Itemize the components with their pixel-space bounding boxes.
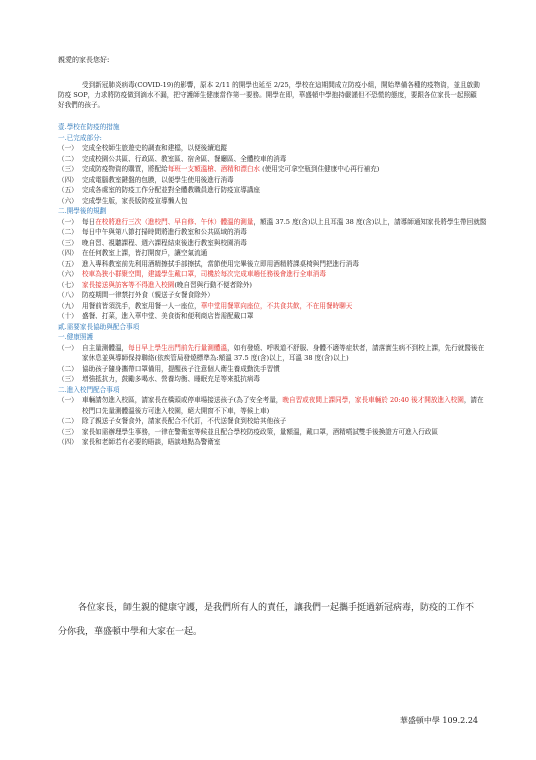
highlight-text: 晚自習或夜間上課同學，家長車輛於 20:40 後才開放進入校園	[282, 396, 464, 404]
highlight-text: 校車為狹小群聚空間，建議學生戴口罩，司機於每次完成車趟任務後會進行全車消毒	[82, 270, 326, 278]
list-item	[58, 311, 488, 322]
highlight-text: 在校將進行三次（進校門、早自修、午休）體溫的測量	[95, 217, 254, 226]
item-text-part: 增強抵抗力，鼓勵多喝水、營養均衡、睡眠充足等來抵抗病毒	[82, 375, 261, 383]
item-text	[82, 395, 488, 416]
list-item	[58, 269, 488, 280]
item-text-part: 防疫期間一律禁打外食（親送子女餐食除外）	[82, 291, 214, 299]
item-text	[82, 164, 488, 175]
item-text-part: 每日	[82, 217, 96, 226]
list-item	[58, 343, 488, 364]
item-text-part: 協助孩子隨身攜帶口罩備用，提醒孩子注意個人衛生養成勤洗手習慣	[82, 364, 280, 373]
item-number: （六）	[58, 196, 78, 205]
item-text-part: 車輛請勿進入校區，請家長在橋頭或停車場接送孩子(為了安全考量，	[82, 396, 283, 404]
item-number: （三）	[58, 238, 78, 247]
item-text	[82, 196, 488, 207]
list-item	[58, 259, 488, 270]
item-text-part: ，額溫 37.5 度(含)以上且耳溫 38 度(含)以上，請導師通知家長將學生帶回就醫	[253, 217, 487, 226]
item-text	[82, 227, 488, 238]
highlight-text: 每日早上學生出門前先行量測體溫	[128, 343, 228, 352]
item-number: （四）	[58, 249, 78, 257]
item-number: （一）	[58, 343, 78, 352]
highlight-text: 華中堂用餐單向座位，不共食共飲，不在用餐時聊天	[200, 301, 353, 310]
item-text	[82, 343, 488, 364]
item-text-part: 完成校園公共區、行政區、教室區、宿舍區、餐廳區、全體校車的消毒	[82, 154, 287, 163]
list-item	[58, 395, 488, 416]
section2-title: 貳.需要家長協助與配合事項	[58, 322, 140, 331]
item-text-part: ，如有發燒、呼吸道不舒服、身體不適等症狀者，請落實生病不到校上課，先行就醫後在家休息並與導師保持聯絡(依疾管局發燒標準為:額溫 37.5 度(含)以上，耳溫 38 度(含)以上)	[82, 343, 485, 362]
section2-sub2-title: 二.進入校門配合事項	[58, 385, 120, 394]
list-item	[58, 437, 488, 448]
list-item	[58, 196, 488, 207]
item-text-part: 家長如需辦理學生事務，一律在警衛室等候並且配合學校防疫政策，量額溫，戴口罩，酒精噴試雙手後換證方可進入行政區	[82, 427, 439, 436]
item-text	[82, 416, 488, 427]
item-number: （八）	[58, 291, 78, 299]
item-text-part: (使用完可拿空瓶到住健康中心再行補充)	[260, 165, 380, 173]
plan-items-list	[58, 217, 488, 322]
item-number: （十）	[58, 312, 78, 320]
item-text-part: 在任何教室上課，皆打開窗戶，讓空氣流通	[82, 249, 208, 257]
item-text	[82, 311, 488, 322]
item-text-part: 每日中午與第八節打掃時間將進行教室和公共區域的消毒	[82, 228, 247, 236]
list-item	[58, 301, 488, 312]
item-text	[82, 374, 488, 385]
section1-sub2-title: 二.開學後的規劃	[58, 207, 107, 215]
item-text-part: 完成電腦教室鍵盤的包膜，以便學生使用後進行消毒	[82, 175, 234, 184]
item-number: （三）	[58, 375, 78, 383]
list-item	[58, 416, 488, 427]
closing-paragraph: 各位家長，師生親的健康守護，是我們所有人的責任，讓我們一起攜手挺過新冠病毒，防疫的工作不分你我，華盛頓中學和大家在一起。	[58, 603, 475, 637]
list-item	[58, 290, 488, 301]
item-number: （五）	[58, 186, 78, 194]
section1-title: 壹.學校在防疫的措施	[58, 123, 120, 131]
item-number: （七）	[58, 280, 78, 289]
item-text-part: 完成全校師生旅遊史的調查和建檔，以便後續追蹤	[82, 144, 228, 152]
section1-sub1-title: 一.已完成部分:	[58, 133, 102, 142]
item-text	[82, 427, 488, 438]
item-number: （二）	[58, 154, 78, 163]
health-items-list	[58, 343, 488, 385]
item-text	[82, 280, 488, 291]
item-text-part: (晚自習與行動不便者除外)	[174, 280, 252, 289]
item-text-part: 盛餐、打菜，進入華中堂、美食街和便利商店皆需配戴口罩	[82, 312, 254, 320]
item-text-part: 晚自習、視聽課程、週六課程結束後進行教室與校園消毒	[82, 238, 247, 247]
highlight-text: 每班一支額溫槍、酒精和漂白水	[167, 165, 261, 173]
item-text	[82, 238, 488, 249]
item-text	[82, 217, 488, 228]
list-item	[58, 374, 488, 385]
list-item	[58, 248, 488, 259]
item-text	[82, 269, 488, 280]
item-text	[82, 175, 488, 186]
list-item	[58, 364, 488, 375]
item-text-part: 用餐前皆須洗手，教室用餐一人一座位，	[82, 301, 201, 310]
item-text-part: 完成各處室的防疫工作分配並對全體教職員進行防疫宣導講座	[82, 186, 261, 194]
item-text	[82, 301, 488, 312]
item-text	[82, 143, 488, 154]
item-number: （六）	[58, 270, 78, 278]
highlight-text: 家長接送與訪客等不得進入校園	[82, 280, 175, 289]
item-number: （三）	[58, 427, 78, 436]
item-number: （二）	[58, 417, 78, 425]
item-text	[82, 185, 488, 196]
list-item	[58, 238, 488, 249]
section-school-measures	[58, 122, 488, 448]
item-text-part: 家長和老師若有必要的晤談，晤談地點為警衛室	[82, 438, 221, 446]
item-text	[82, 154, 488, 165]
section2-sub1-title: 一.健康照護	[58, 333, 94, 341]
item-number: （九）	[58, 301, 78, 310]
item-number: （一）	[58, 217, 78, 226]
item-number: （五）	[58, 259, 78, 268]
list-item	[58, 217, 488, 228]
list-item	[58, 143, 488, 154]
item-number: （一）	[58, 396, 78, 404]
completed-items-list	[58, 143, 488, 206]
item-number: （四）	[58, 438, 78, 446]
item-text-part: 進入專科教室前先利用酒精擦拭手部擦拭，當節使用完畢後立即用酒精將課桌椅與門把進行消毒	[82, 259, 359, 268]
item-text	[82, 364, 488, 375]
list-item	[58, 280, 488, 291]
list-item	[58, 175, 488, 186]
item-number: （二）	[58, 228, 78, 236]
item-number: （三）	[58, 165, 78, 173]
greeting: 親愛的家長您好:	[58, 56, 110, 64]
item-number: （一）	[58, 144, 78, 152]
item-text-part: ，請在校門口先量測體溫後方可進入校園，絕大開窗不下車，等候上車)	[82, 396, 484, 415]
item-text-part: 完成學生版，家長版防疫宣導懶人包	[82, 196, 188, 205]
list-item	[58, 185, 488, 196]
item-text-part: 自主量測體溫，	[82, 343, 129, 352]
item-text	[82, 290, 488, 301]
signature: 華盛頓中學 109.2.24	[399, 716, 478, 725]
list-item	[58, 154, 488, 165]
list-item	[58, 227, 488, 238]
item-text	[82, 259, 488, 270]
item-text	[82, 437, 488, 448]
item-text	[82, 248, 488, 259]
list-item	[58, 164, 488, 175]
item-number: （二）	[58, 364, 78, 373]
intro-paragraph: 受到新冠肺炎病毒(COVID-19)的影響，原本 2/11 的開學也延至 2/25，學校在這期間成立防疫小組，開始準備各種的疫物資，並且啟動防疫 SOP，力求將防疫做到滴水不漏，把守護師生健康當作第一要務。開學在即，華盛頓中學抱持嚴謹但不恐慌的態度，要跟各位家長一起照顧好我們的孩子。	[58, 81, 480, 109]
gate-items-list	[58, 395, 488, 448]
item-number: （四）	[58, 175, 78, 184]
list-item	[58, 427, 488, 438]
item-text-part: 除了親送子女餐食外，請家長配合不代訂，不代送餐食到校給其他孩子	[82, 417, 287, 425]
item-text-part: 完成防疫物資的購買，將配給	[82, 165, 168, 173]
